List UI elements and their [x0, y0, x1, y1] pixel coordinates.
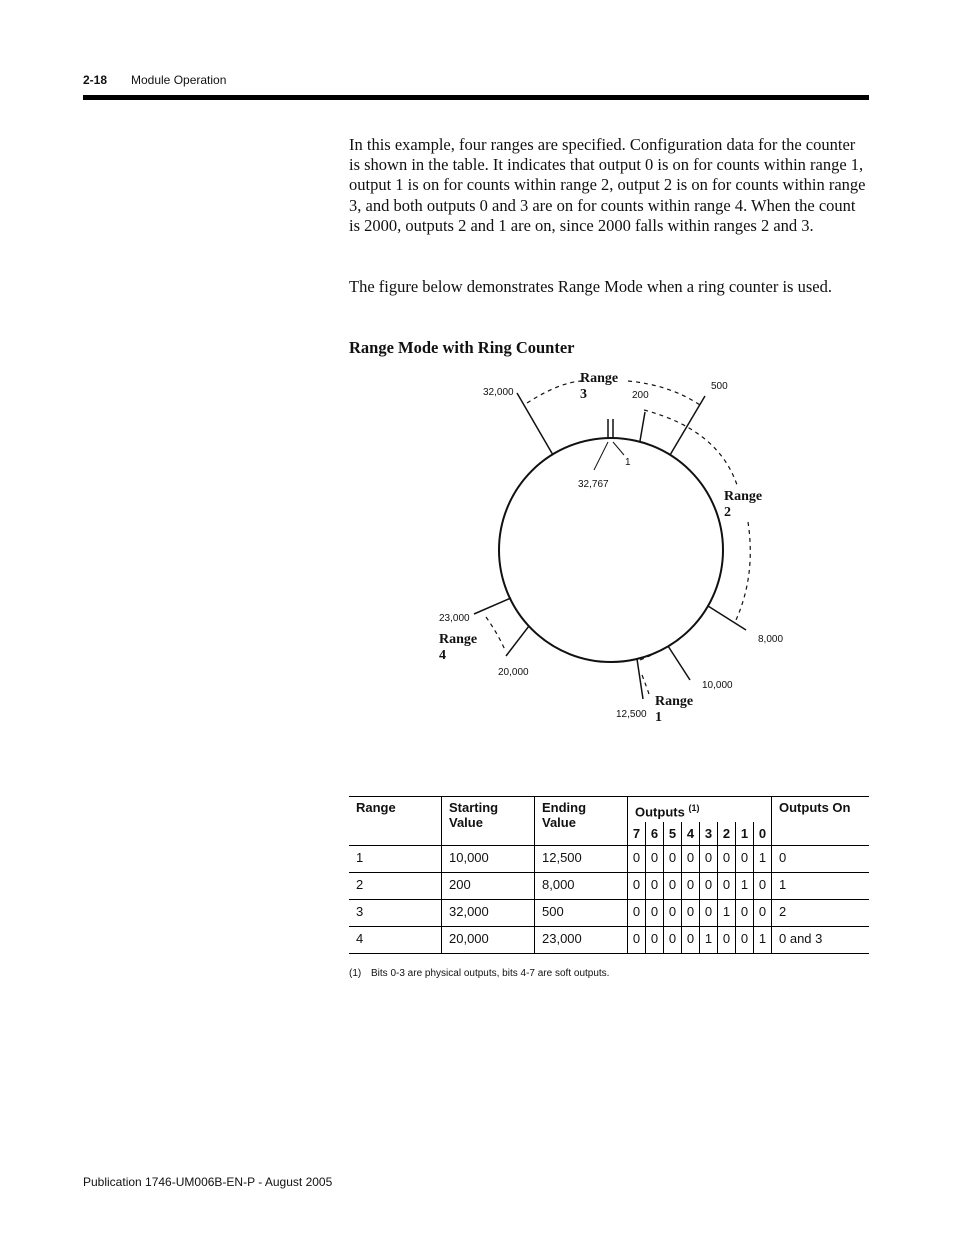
- cell-bit: 0: [682, 873, 700, 900]
- cell-bit: 1: [754, 846, 772, 873]
- page-number: 2-18: [83, 73, 108, 87]
- label-32767: 32,767: [578, 479, 609, 490]
- cell-bit: 0: [628, 927, 646, 954]
- cell-end: 500: [535, 900, 628, 927]
- cell-bit: 0: [682, 900, 700, 927]
- cell-end: 23,000: [535, 927, 628, 954]
- cell-bit: 1: [718, 900, 736, 927]
- leader-32767: [594, 442, 608, 470]
- cell-start: 32,000: [442, 900, 535, 927]
- cell-bit: 0: [700, 846, 718, 873]
- col-range: Range: [349, 797, 442, 846]
- col-outputs-on: Outputs On: [772, 797, 870, 846]
- cell-outputs-on: 2: [772, 900, 870, 927]
- col-outputs: Outputs $^{(1)}$: [628, 797, 772, 823]
- label-12500: 12,500: [616, 709, 647, 720]
- table-row: [349, 846, 869, 873]
- table-body: [349, 846, 869, 954]
- range3-arc-left: [527, 381, 582, 403]
- bit-header: 3: [700, 822, 718, 846]
- range2-word: Range: [724, 489, 763, 504]
- cell-bit: 0: [682, 846, 700, 873]
- label-200: 200: [632, 390, 649, 401]
- cell-bit: 0: [628, 873, 646, 900]
- col-ending-value: Ending Value: [535, 797, 628, 846]
- cell-bit: 0: [700, 873, 718, 900]
- intro-paragraph: In this example, four ranges are specified. Configuration data for the counter is shown in the table. It indicates that output 0 is on for counts within range 1, output 1 is on for counts within range 2, output 2 is on for counts within range 3, and both outputs 0 and 3 are on for counts within range 4. When the count is 2000, outputs 2 and 1 are on, since 2000 falls within ranges 2 and 3.: [349, 135, 866, 235]
- col-starting-value: Starting Value: [442, 797, 535, 846]
- cell-bit: 0: [754, 873, 772, 900]
- cell-outputs-on: 0 and 3: [772, 927, 870, 954]
- cell-bit: 0: [664, 900, 682, 927]
- cell-bit: 0: [628, 846, 646, 873]
- range4-number: 4: [439, 648, 446, 663]
- bit-header: 2: [718, 822, 736, 846]
- publication-footer: Publication 1746-UM006B-EN-P - August 2005: [83, 1175, 333, 1189]
- cell-bit: 0: [664, 846, 682, 873]
- tick-20000: [506, 626, 529, 656]
- range1-word: Range: [655, 694, 694, 709]
- tick-23000: [474, 598, 511, 614]
- cell-start: 10,000: [442, 846, 535, 873]
- cell-start: 20,000: [442, 927, 535, 954]
- cell-bit: 1: [736, 873, 754, 900]
- cell-outputs-on: 0: [772, 846, 870, 873]
- cell-outputs-on: 1: [772, 873, 870, 900]
- leader-1: [613, 442, 624, 455]
- cell-bit: 0: [736, 927, 754, 954]
- ring-circle: [499, 438, 723, 662]
- cell-bit: 0: [646, 873, 664, 900]
- cell-bit: 0: [718, 846, 736, 873]
- table-row: [349, 873, 869, 900]
- cell-bit: 0: [646, 927, 664, 954]
- cell-bit: 0: [736, 846, 754, 873]
- range4-word: Range: [439, 632, 478, 647]
- cell-bit: 0: [682, 927, 700, 954]
- tick-12500: [637, 659, 643, 699]
- cell-range: 2: [349, 873, 442, 900]
- table-row: [349, 900, 869, 927]
- range1-number: 1: [655, 710, 662, 725]
- label-10000: 10,000: [702, 680, 733, 691]
- tick-10000: [668, 646, 690, 680]
- cell-bit: 0: [664, 873, 682, 900]
- figure-intro-paragraph: The figure below demonstrates Range Mode when a ring counter is used.: [349, 277, 832, 296]
- footnote-number: (1): [349, 968, 362, 979]
- footnote-text: Bits 0-3 are physical outputs, bits 4-7 are soft outputs.: [371, 968, 610, 979]
- range3-number: 3: [580, 387, 587, 402]
- tick-32000: [517, 393, 553, 455]
- range3-word: Range: [580, 371, 619, 386]
- cell-end: 8,000: [535, 873, 628, 900]
- cell-bit: 0: [736, 900, 754, 927]
- bit-header: 1: [736, 822, 754, 846]
- cell-range: 3: [349, 900, 442, 927]
- cell-bit: 0: [646, 846, 664, 873]
- range1-arc-lower: [642, 675, 650, 697]
- cell-bit: 0: [754, 900, 772, 927]
- cell-start: 200: [442, 873, 535, 900]
- label-23000: 23,000: [439, 613, 470, 624]
- cell-bit: 0: [664, 927, 682, 954]
- cell-range: 4: [349, 927, 442, 954]
- cell-range: 1: [349, 846, 442, 873]
- bit-header: 6: [646, 822, 664, 846]
- bit-header: 0: [754, 822, 772, 846]
- cell-bit: 0: [718, 873, 736, 900]
- bit-header: 7: [628, 822, 646, 846]
- figure-title: Range Mode with Ring Counter: [349, 338, 575, 357]
- outputs-note: (1): [688, 803, 700, 813]
- range2-number: 2: [724, 505, 731, 520]
- range4-arc: [486, 617, 505, 650]
- label-20000: 20,000: [498, 667, 529, 678]
- bit-header: 5: [664, 822, 682, 846]
- bit-header: 4: [682, 822, 700, 846]
- label-8000: 8,000: [758, 634, 784, 645]
- cell-end: 12,500: [535, 846, 628, 873]
- cell-bit: 0: [718, 927, 736, 954]
- cell-bit: 0: [700, 900, 718, 927]
- table-row: [349, 927, 869, 954]
- range2-arc-bottom: [736, 522, 750, 620]
- label-32000: 32,000: [483, 387, 514, 398]
- label-1: 1: [625, 457, 631, 468]
- range-config-table: [349, 796, 869, 954]
- tick-200: [640, 412, 645, 441]
- section-title: Module Operation: [131, 73, 227, 87]
- cell-bit: 0: [646, 900, 664, 927]
- cell-bit: 1: [700, 927, 718, 954]
- label-500: 500: [711, 381, 728, 392]
- cell-bit: 0: [628, 900, 646, 927]
- table-footnote: [349, 968, 609, 979]
- cell-bit: 1: [754, 927, 772, 954]
- tick-500: [670, 396, 705, 455]
